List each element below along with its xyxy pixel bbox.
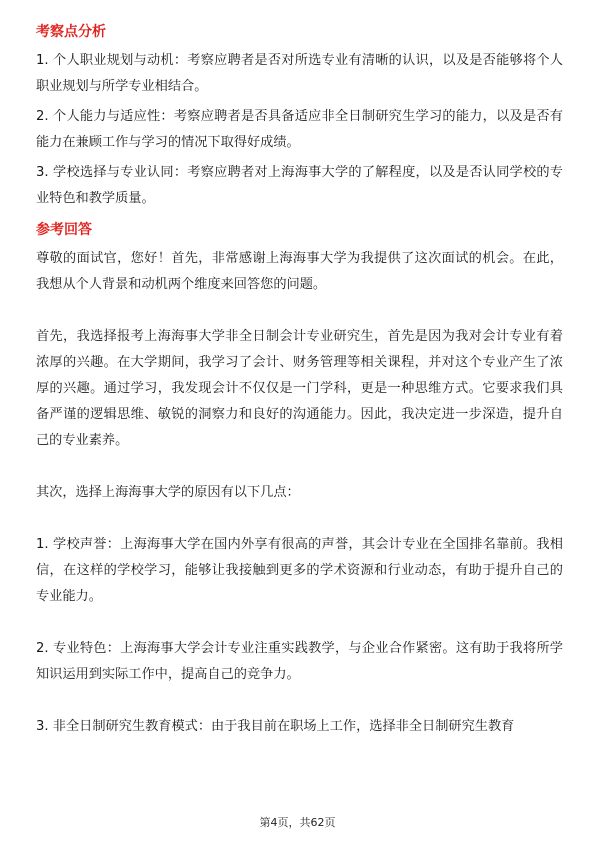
answer-intro: 尊敬的面试官，您好！首先，非常感谢上海海事大学为我提供了这次面试的机会。在此，我想从个人背景和动机两个维度来回答您的问题。: [36, 251, 563, 292]
answer-paragraph-3: 1. 学校声誉：上海海事大学在国内外享有很高的声誉，其会计专业在全国排名靠前。我相信，在这样的学校学习，能够让我接触到更多的学术资源和行业动态，有助于提升自己的专业能力。: [36, 537, 563, 604]
analysis-item-2: 2. 个人能力与适应性：考察应聘者是否具备适应非全日制研究生学习的能力，以及是否有能力在兼顾工作与学习的情况下取得好成绩。: [36, 109, 563, 150]
document-page: [36, 22, 563, 740]
answer-paragraph-4: 2. 专业特色：上海海事大学会计专业注重实践教学，与企业合作紧密。这有助于我将所学知识运用到实际工作中，提高自己的竞争力。: [36, 641, 563, 682]
answer-paragraph-5: 3. 非全日制研究生教育模式：由于我目前在职场上工作，选择非全日制研究生教育: [36, 719, 515, 734]
analysis-item-3: 3. 学校选择与专业认同：考察应聘者对上海海事大学的了解程度，以及是否认同学校的专业特色和教学质量。: [36, 165, 563, 206]
section-title-answer: 参考回答: [36, 222, 92, 238]
answer-paragraph-2: 其次，选择上海海事大学的原因有以下几点：: [36, 485, 300, 500]
section-title-analysis: 考察点分析: [36, 24, 106, 40]
page-number: 第4页，共62页: [259, 816, 336, 829]
answer-paragraph-1: 首先，我选择报考上海海事大学非全日制会计专业研究生，首先是因为我对会计专业有着浓厚的兴趣。在大学期间，我学习了会计、财务管理等相关课程，并对这个专业产生了浓厚的兴趣。通过学习，我发现会计不仅仅是一门学科，更是一种思维方式。它要求我们具备严谨的逻辑思维、敏锐的洞察力和良好的沟通能力。因此，我决定进一步深造，提升自己的专业素养。: [36, 329, 563, 448]
analysis-item-1: 1. 个人职业规划与动机：考察应聘者是否对所选专业有清晰的认识，以及是否能够将个人职业规划与所学专业相结合。: [36, 53, 563, 94]
